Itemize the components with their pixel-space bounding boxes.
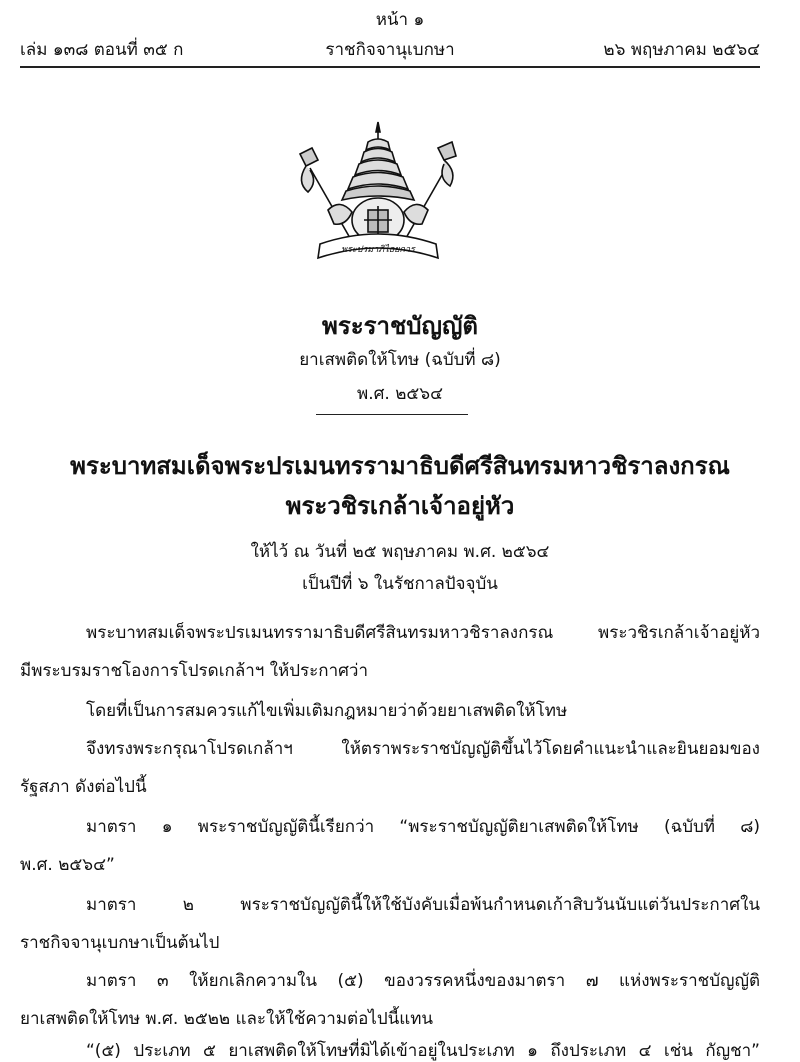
act-title: พระราชบัญญัติ — [322, 312, 478, 340]
given-date: ให้ไว้ ณ วันที่ ๒๕ พฤษภาคม พ.ศ. ๒๕๖๔ — [250, 542, 550, 562]
section-1-line: มาตรา ๑ พระราชบัญญัตินี้เรียกว่า “พระราชบัญญัติยาเสพติดให้โทษ (ฉบับที่ ๘) — [86, 817, 760, 837]
body-line: จึงทรงพระกรุณาโปรดเกล้าฯ ให้ตราพระราชบัญญัติขึ้นไว้โดยคำแนะนำและยินยอมของ — [86, 739, 760, 759]
section-2-line: ราชกิจจานุเบกษาเป็นต้นไป — [20, 933, 220, 953]
section-3-line: มาตรา ๓ ให้ยกเลิกความใน (๕) ของวรรคหนึ่งของมาตรา ๗ แห่งพระราชบัญญัติ — [86, 971, 760, 991]
section-2-line: มาตรา ๒ พระราชบัญญัตินี้ให้ใช้บังคับเมื่อพ้นกำหนดเก้าสิบวันนับแต่วันประกาศใน — [86, 895, 760, 915]
section-3-quote: “(๕) ประเภท ๕ ยาเสพติดให้โทษที่มิได้เข้าอยู่ในประเภท ๑ ถึงประเภท ๔ เช่น กัญชา” — [86, 1041, 760, 1061]
volume-issue: เล่ม ๑๓๘ ตอนที่ ๓๕ ก — [20, 40, 184, 60]
body-line: มีพระบรมราชโองการโปรดเกล้าฯ ให้ประกาศว่า — [20, 661, 369, 681]
section-1-line: พ.ศ. ๒๕๖๔” — [20, 855, 115, 875]
body-line: รัฐสภา ดังต่อไปนี้ — [20, 777, 147, 797]
act-year: พ.ศ. ๒๕๖๔ — [357, 384, 443, 404]
reign-year: เป็นปีที่ ๖ ในรัชกาลปัจจุบัน — [302, 574, 498, 594]
gazette-header — [20, 36, 760, 62]
title-divider — [316, 414, 468, 415]
gazette-name: ราชกิจจานุเบกษา — [325, 40, 455, 60]
royal-seal-emblem — [288, 120, 468, 270]
seal-inscription: พระปรมาภิไธยการ — [341, 245, 415, 255]
body-line: พระบาทสมเด็จพระปรเมนทรรามาธิบดีศรีสินทรมหาวชิราลงกรณ พระวชิรเกล้าเจ้าอยู่หัว — [86, 623, 760, 643]
header-divider — [20, 66, 760, 68]
king-name-line-2: พระวชิรเกล้าเจ้าอยู่หัว — [285, 492, 515, 520]
act-subtitle: ยาเสพติดให้โทษ (ฉบับที่ ๘) — [299, 350, 501, 370]
section-3-line: ยาเสพติดให้โทษ พ.ศ. ๒๕๒๒ และให้ใช้ความต่อไปนี้แทน — [20, 1009, 434, 1029]
page-number: หน้า ๑ — [375, 10, 425, 30]
king-name-line-1: พระบาทสมเด็จพระปรเมนทรรามาธิบดีศรีสินทรมหาวชิราลงกรณ — [70, 452, 730, 480]
body-line: โดยที่เป็นการสมควรแก้ไขเพิ่มเติมกฎหมายว่าด้วยยาเสพติดให้โทษ — [86, 701, 568, 721]
publication-date: ๒๖ พฤษภาคม ๒๕๖๔ — [603, 40, 760, 60]
